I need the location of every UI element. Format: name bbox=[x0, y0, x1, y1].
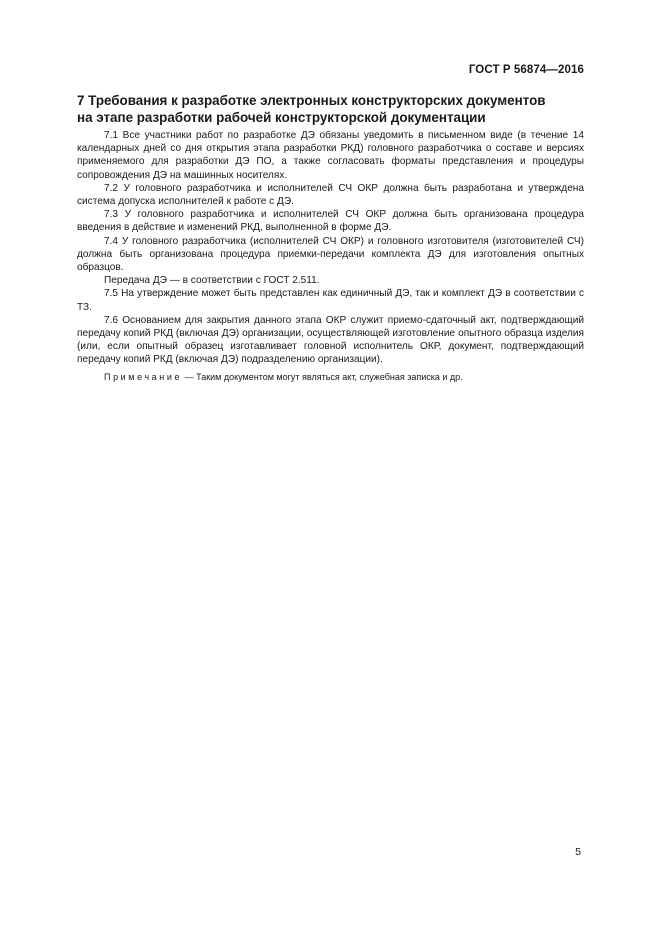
paragraph-7-4-continuation: Передача ДЭ — в соответствии с ГОСТ 2.511. bbox=[104, 275, 320, 287]
note bbox=[77, 371, 584, 384]
section-title bbox=[77, 92, 597, 126]
standard-code-header: ГОСТ Р 56874—2016 bbox=[468, 64, 584, 76]
paragraph-7-4: 7.4 У головного разработчика (исполнителей СЧ ОКР) и головного изготовителя (изготовителей СЧ) должна быть организована процедура приемки-передачи комплекта ДЭ для изготовления опытных образцов. bbox=[77, 235, 584, 274]
paragraph-7-5: 7.5 На утверждение может быть представлен как единичный ДЭ, так и комплект ДЭ в соответствии с ТЗ. bbox=[77, 288, 584, 313]
note-label: Примечание bbox=[104, 371, 183, 382]
paragraph-7-6: 7.6 Основанием для закрытия данного этапа ОКР служит приемо-сдаточный акт, подтверждающий передачу копий РКД (включая ДЭ) организации, осуществляющей изготовление опытного образца изделия (или, если опытный образец изготавливает головной исполнитель ОКР, документ, подтверждающий передачу копий РКД (включая ДЭ) подразделению организации). bbox=[77, 314, 584, 366]
section-title-line-2: на этапе разработки рабочей конструкторской документации bbox=[77, 110, 486, 125]
paragraph-7-2: 7.2 У головного разработчика и исполнителей СЧ ОКР должна быть разработана и утверждена система допуска исполнителей к работе с ДЭ. bbox=[77, 182, 584, 208]
paragraph-7-3: 7.3 У головного разработчика и исполнителей СЧ ОКР должна быть организована процедура введения в действие и изменений РКД, выполненной в форме ДЭ. bbox=[77, 209, 584, 234]
page-number: 5 bbox=[575, 846, 581, 858]
section-title-line-1: 7 Требования к разработке электронных конструкторских документов bbox=[77, 93, 546, 108]
note-text: — Таким документом могут являться акт, служебная записка и др. bbox=[182, 371, 463, 382]
paragraph-7-1: 7.1 Все участники работ по разработке ДЭ обязаны уведомить в письменном виде (в течение 14 календарных дней со дня открытия этапа разработки РКД) головного разработчика о составе и версиях применяемого для разработки ДЭ ПО, а также согласовать форматы представления и процедуры сопровождения ДЭ на машинных носителях. bbox=[77, 130, 584, 181]
section-body bbox=[77, 129, 584, 384]
